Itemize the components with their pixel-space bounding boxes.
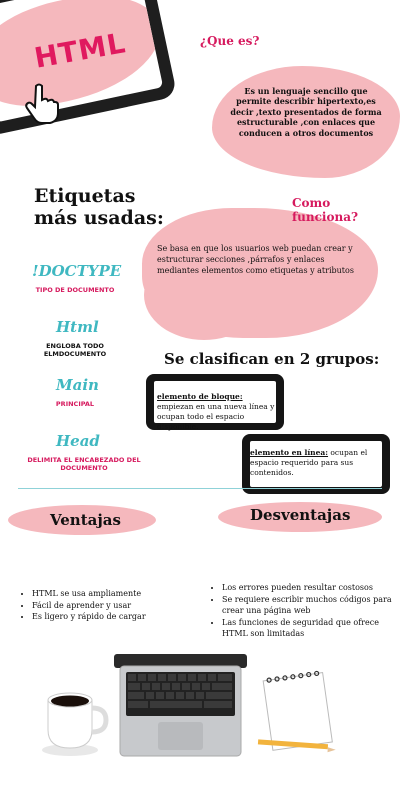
list-item: • HTML se usa ampliamente <box>32 588 192 600</box>
tag-name-html: Html <box>56 318 99 336</box>
linea-text: ocupan el espacio requerido para sus contenidos. <box>250 448 368 478</box>
notepad-icon <box>256 668 346 758</box>
tag-desc-head: DELIMITA EL ENCABEZADO DEL DOCUMENTO <box>27 456 141 473</box>
tag-name-doctype: !DOCTYPE <box>32 262 122 280</box>
ventajas-list <box>22 588 192 623</box>
question-text: Es un lenguaje sencillo que permite describir hipertexto,es decir ,texto presentados de forma estructurable ,con enlaces que conducen a otros documentos <box>230 86 382 138</box>
laptop-icon <box>108 654 253 759</box>
coffee-cup-icon <box>40 680 110 760</box>
bloque-description <box>157 392 281 433</box>
como-funciona-title: Como funciona? <box>292 196 359 224</box>
tag-name-main: Main <box>56 376 99 394</box>
list-item: • Se requiere escribir muchos códigos para crear una página web <box>222 594 397 617</box>
desventajas-title: Desventajas <box>250 506 351 524</box>
hand-cursor-icon <box>24 82 60 126</box>
list-item: • Las funciones de seguridad que ofrece HTML son limitadas <box>222 617 397 640</box>
bloque-text: empiezan en una nueva línea y ocupan todo el espacio disponible. <box>157 402 275 432</box>
etiquetas-title: Etiquetas más usadas: <box>34 185 164 229</box>
desventajas-list <box>212 582 397 640</box>
list-item: • Fácil de aprender y usar <box>32 600 192 612</box>
linea-label: elemento en línea: <box>250 448 329 457</box>
bloque-label: elemento de bloque: <box>157 392 243 401</box>
list-item: • Es ligero y rápido de cargar <box>32 611 192 623</box>
html-logo: HTML <box>31 26 129 75</box>
list-item: • Los errores pueden resultar costosos <box>222 582 397 594</box>
question-title: ¿Que es? <box>200 34 260 48</box>
tag-desc-doctype: TIPO DE DOCUMENTO <box>35 286 115 294</box>
ventajas-title: Ventajas <box>50 511 121 529</box>
section-divider <box>18 488 382 489</box>
grupos-title: Se clasifican en 2 grupos: <box>164 350 380 368</box>
linea-description <box>250 448 382 478</box>
tag-desc-main: PRINCIPAL <box>55 400 95 408</box>
como-funciona-text: Se basa en que los usuarios web puedan crear y estructurar secciones ,párrafos y enlaces mediantes elementos como etiquetas y atributos <box>157 244 354 275</box>
tag-desc-html: ENGLOBA TODO ELMDOCUMENTO <box>43 342 107 359</box>
tag-name-head: Head <box>56 432 100 450</box>
